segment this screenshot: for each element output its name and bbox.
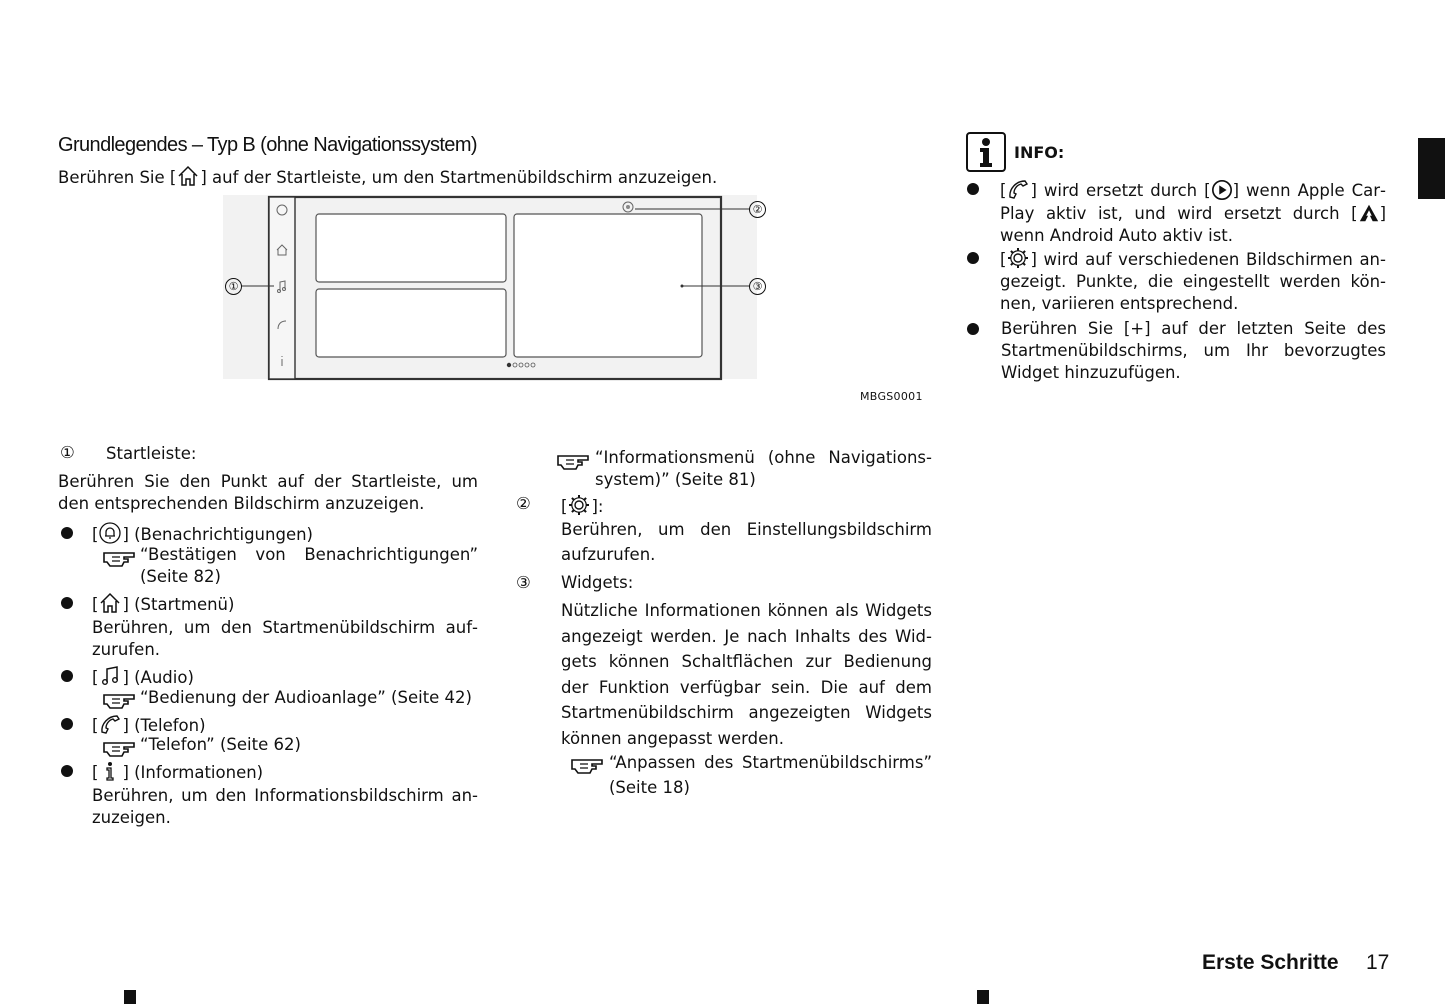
info-b1-text-a: ] wird ersetzt durch [ — [1030, 181, 1211, 200]
item-label: (Telefon) — [134, 716, 206, 735]
ref-benachrichtigungen: “Bestätigen von Benachrichtigungen” (Seite 82) — [140, 545, 478, 586]
bullet-dot — [967, 252, 979, 264]
crop-mark — [977, 990, 989, 1004]
reference-hand-icon — [102, 737, 136, 757]
ref-informationsmenue: “Informationsmenü (ohne Navigationssystem)” (Seite 81) — [595, 448, 932, 489]
bullet-dot — [967, 323, 979, 335]
reference-hand-icon — [570, 754, 604, 774]
item-benachrichtigungen: [ ] (Benachrichtigungen) — [92, 521, 313, 546]
startleiste-number: ① — [60, 443, 75, 462]
item-label: (Informationen) — [134, 763, 264, 782]
section-intro — [58, 164, 717, 189]
intro-text-after: ] auf der Startleiste, um den Startmenübildschirm anzuzeigen. — [200, 168, 718, 187]
home-icon — [176, 164, 200, 188]
widgets-number: ③ — [516, 573, 531, 592]
item-informationen: [ ] (Informationen) — [92, 759, 263, 784]
music-note-icon — [98, 664, 122, 688]
gear-icon — [1006, 246, 1030, 270]
settings-number: ② — [516, 494, 531, 513]
settings-title-suffix: ]: — [591, 497, 604, 516]
reference-hand-icon — [102, 689, 136, 709]
startleiste-title: Startleiste: — [106, 444, 197, 463]
ref-audio: “Bedienung der Audioanlage” (Seite 42) — [140, 688, 472, 707]
settings-desc: Berühren, um den Einstellungsbildschirm aufzurufen. — [561, 520, 932, 564]
reference-hand-icon — [556, 450, 590, 470]
bullet-dot — [61, 718, 73, 730]
widgets-title: Widgets: — [561, 573, 634, 592]
info-bullet-1: [ ] wird ersetzt durch [ ] wenn Apple CarPlay aktiv ist, und wird ersetzt durch [ ] wenn Android Auto aktiv ist. — [1000, 177, 1386, 247]
bullet-dot — [61, 597, 73, 609]
info-icon — [98, 759, 122, 783]
desc-informationen: Berühren, um den Informationsbildschirm anzuzeigen. — [92, 786, 478, 827]
carplay-icon — [1211, 179, 1233, 201]
callout-1: ① — [225, 278, 242, 295]
crop-mark — [124, 990, 136, 1004]
ref-telefon: “Telefon” (Seite 62) — [140, 735, 301, 754]
gear-icon — [567, 493, 591, 517]
info-bullet-3: Berühren Sie [+] auf der letzten Seite des Startmenübildschirms, um Ihr bevorzugtes Widget hinzuzufügen. — [1001, 319, 1386, 382]
item-label: (Audio) — [134, 668, 194, 687]
desc-startmenue: Berühren, um den Startmenübildschirm aufzurufen. — [92, 618, 478, 659]
info-b2-text: ] wird auf verschiedenen Bildschirmen angezeigt. Punkte, die eingestellt werden können, variieren entsprechend. — [1000, 250, 1386, 313]
ref-anpassen: “Anpassen des Startmenübildschirms” (Seite 18) — [609, 753, 932, 797]
home-screen-figure — [215, 192, 775, 387]
reference-hand-icon — [102, 547, 136, 567]
bell-icon — [98, 521, 122, 545]
phone-icon — [98, 712, 122, 736]
bullet-dot — [61, 527, 73, 539]
section-heading: Grundlegendes – Typ B (ohne Navigationssystem) — [58, 134, 477, 156]
widgets-desc: Nützliche Informationen können als Widgets angezeigt werden. Je nach Inhalts des Widgets können Schaltflächen zur Bedienung der Funktion verfügbar sein. Die auf dem Startmenübildschirm angezeigten Widgets können angepasst werden. — [561, 601, 932, 748]
info-bullet-2: [ ] wird auf verschiedenen Bildschirmen angezeigt. Punkte, die eingestellt werden können, variieren entsprechend. — [1000, 246, 1386, 315]
figure-code: MBGS0001 — [860, 390, 923, 403]
info-title: INFO: — [1014, 143, 1065, 162]
home-icon — [98, 591, 122, 615]
page-number: 17 — [1366, 951, 1390, 974]
info-icon — [966, 132, 1006, 172]
settings-title: [ ]: — [561, 493, 603, 518]
bullet-dot — [61, 765, 73, 777]
footer-chapter: Erste Schritte — [1202, 951, 1339, 974]
item-label: (Startmenü) — [134, 595, 235, 614]
chapter-tab-marker — [1418, 138, 1445, 199]
phone-icon — [1006, 177, 1030, 201]
callout-3: ③ — [749, 278, 766, 295]
item-startmenue: [ ] (Startmenü) — [92, 591, 234, 616]
callout-2: ② — [749, 201, 766, 218]
info-b1-text-c: ] wenn Android Auto aktiv ist. — [1000, 204, 1386, 245]
android-auto-icon — [1358, 202, 1380, 224]
bullet-dot — [967, 183, 979, 195]
intro-text-before: Berühren Sie [ — [58, 168, 177, 187]
item-telefon: [ ] (Telefon) — [92, 712, 206, 737]
startleiste-desc: Berühren Sie den Punkt auf der Startleiste, um den entsprechenden Bildschirm anzuzeigen. — [58, 472, 478, 513]
bullet-dot — [61, 670, 73, 682]
info-b1-text-b: ] wenn Apple CarPlay aktiv ist, und wird ersetzt durch [ — [1000, 181, 1386, 223]
item-audio: [ ] (Audio) — [92, 664, 194, 689]
item-label: (Benachrichtigungen) — [134, 525, 313, 544]
